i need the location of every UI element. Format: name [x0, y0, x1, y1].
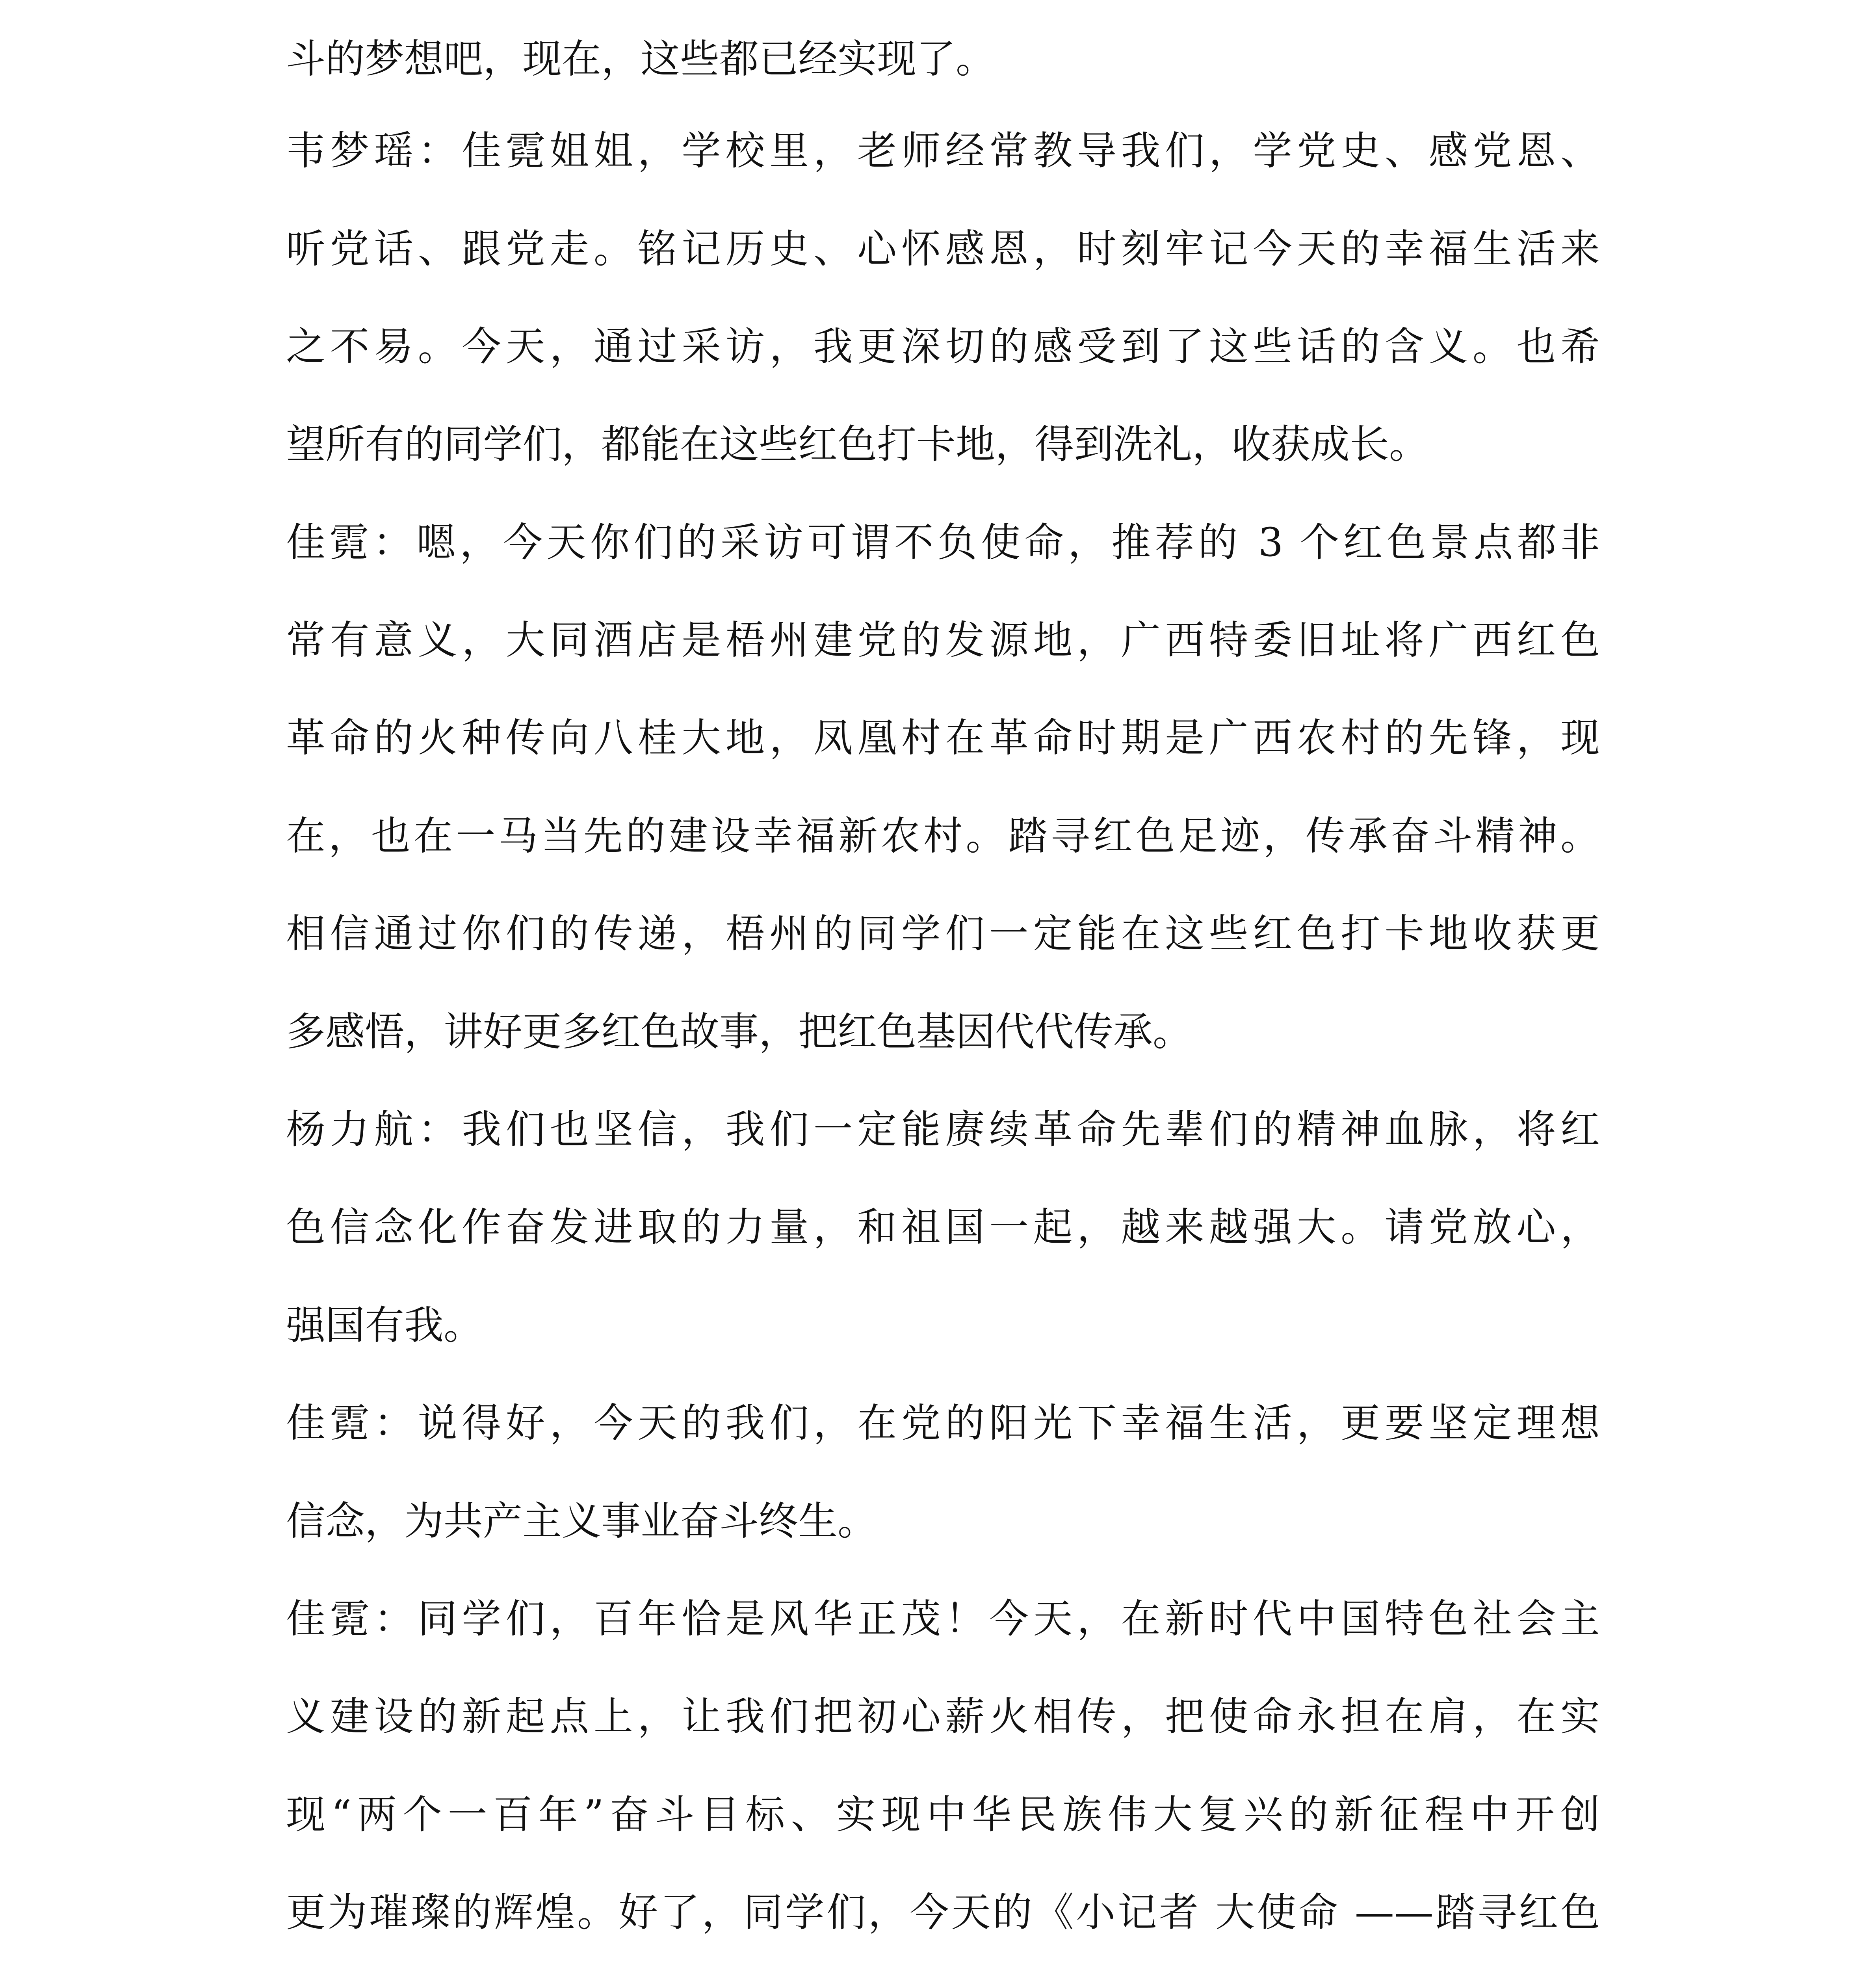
text-line: 更为璀璨的辉煌。好了，同学们，今天的《小记者 大使命 ——踏寻红色 — [286, 1889, 1600, 1935]
text-line: 现“两个一百年”奋斗目标、实现中华民族伟大复兴的新征程中开创 — [286, 1792, 1600, 1838]
text-line: 色信念化作奋发进取的力量，和祖国一起，越来越强大。请党放心， — [286, 1204, 1600, 1250]
text-line: 相信通过你们的传递，梧州的同学们一定能在这些红色打卡地收获更 — [286, 911, 1600, 957]
text-line: 杨力航：我们也坚信，我们一定能赓续革命先辈们的精神血脉，将红 — [286, 1106, 1600, 1152]
text-line: 佳霓：同学们，百年恰是风华正茂！今天，在新时代中国特色社会主 — [286, 1596, 1600, 1642]
text-line: 信念，为共产主义事业奋斗终生。 — [286, 1498, 877, 1544]
text-line: 听党话、跟党走。铭记历史、心怀感恩，时刻牢记今天的幸福生活来 — [286, 226, 1600, 272]
text-line: 斗的梦想吧，现在，这些都已经实现了。 — [286, 36, 995, 82]
text-line: 多感悟，讲好更多红色故事，把红色基因代代传承。 — [286, 1009, 1192, 1055]
text-line: 佳霓：嗯，今天你们的采访可谓不负使命，推荐的 3 个红色景点都非 — [286, 519, 1600, 565]
text-line: 义建设的新起点上，让我们把初心薪火相传，把使命永担在肩，在实 — [286, 1693, 1600, 1740]
text-line: 佳霓：说得好，今天的我们，在党的阳光下幸福生活，更要坚定理想 — [286, 1400, 1600, 1446]
text-line: 革命的火种传向八桂大地，凤凰村在革命时期是广西农村的先锋，现 — [286, 715, 1600, 761]
text-line: 常有意义，大同酒店是梧州建党的发源地，广西特委旧址将广西红色 — [286, 617, 1600, 663]
text-line: 韦梦瑶：佳霓姐姐，学校里，老师经常教导我们，学党史、感党恩、 — [286, 128, 1600, 174]
text-line: 望所有的同学们，都能在这些红色打卡地，得到洗礼，收获成长。 — [286, 421, 1428, 467]
text-line: 在，也在一马当先的建设幸福新农村。踏寻红色足迹，传承奋斗精神。 — [286, 813, 1600, 859]
text-line: 强国有我。 — [286, 1302, 483, 1348]
text-line: 之不易。今天，通过采访，我更深切的感受到了这些话的含义。也希 — [286, 323, 1600, 370]
